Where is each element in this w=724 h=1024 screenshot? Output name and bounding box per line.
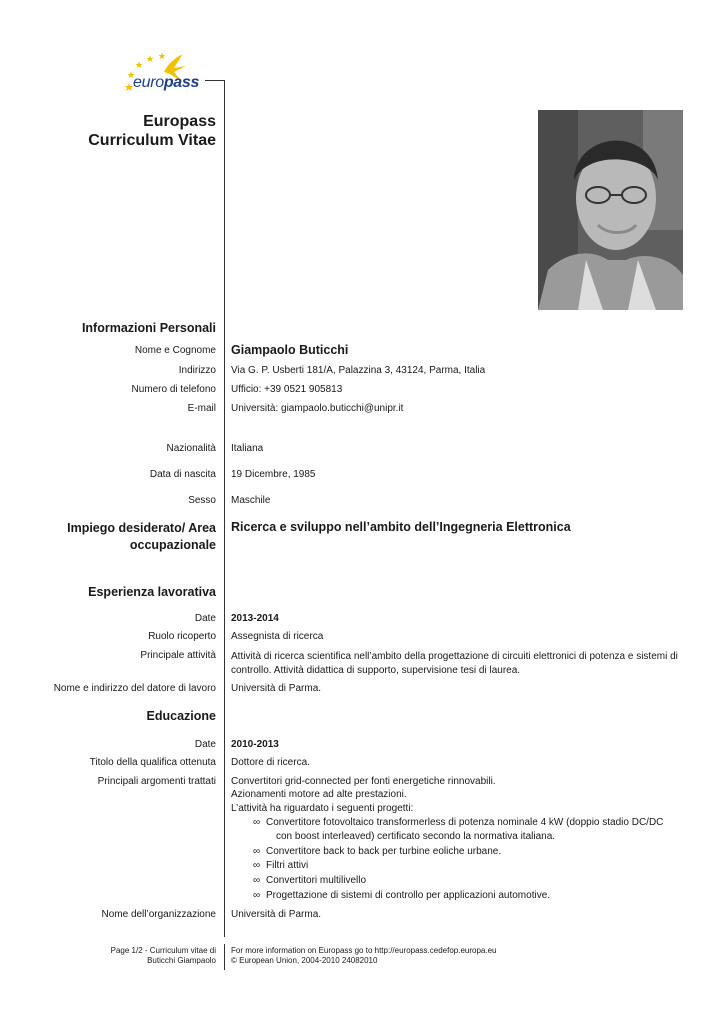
desired-job-value: Ricerca e sviluppo nell’ambito dell’Ingegneria Elettronica <box>231 520 571 534</box>
project-item <box>253 890 550 901</box>
work-date-label: Date <box>194 613 216 624</box>
footer-divider <box>224 944 225 970</box>
phone-value: Ufficio: +39 0521 905813 <box>231 384 343 395</box>
footer-europass-info <box>231 946 497 966</box>
infinity-bullet-icon: ∞ <box>253 846 261 857</box>
section-work-experience: Esperienza lavorativa <box>88 585 216 599</box>
project-item <box>253 846 501 857</box>
role-value: Assegnista di ricerca <box>231 631 324 642</box>
project-text: Progettazione di sistemi di controllo per applicazioni automotive. <box>266 890 551 901</box>
activity-value: Attività di ricerca scientifica nell’ambito della progettazione di circuiti elettronici di potenza e sistemi di controllo. Attività didattica di supporto, supervisione tesi di laurea. <box>231 651 678 676</box>
employer-value: Università di Parma. <box>231 683 322 694</box>
footer-link-text[interactable]: For more information on Europass go to http://europass.cedefop.europa.eu <box>231 946 497 955</box>
project-text: Convertitore back to back per turbine eoliche urbane. <box>266 846 502 857</box>
sex-label: Sesso <box>188 495 216 506</box>
role-label: Ruolo ricoperto <box>148 631 216 642</box>
qualification-label: Titolo della qualifica ottenuta <box>89 757 216 768</box>
infinity-bullet-icon: ∞ <box>253 860 261 871</box>
name-value: Giampaolo Buticchi <box>231 343 349 357</box>
section-education: Educazione <box>146 709 216 723</box>
work-date-value: 2013-2014 <box>231 613 279 624</box>
employer-label: Nome e indirizzo del datore di lavoro <box>53 683 216 694</box>
cv-title-line1: Europass <box>143 113 216 130</box>
footer-copyright: © European Union, 2004-2010 24082010 <box>231 956 378 965</box>
footer-page-info <box>111 946 216 966</box>
cv-title <box>88 112 216 150</box>
header-rule <box>205 80 225 81</box>
project-item <box>253 875 366 886</box>
project-item-continuation <box>276 831 555 842</box>
desired-job-label <box>67 520 216 554</box>
column-divider <box>224 80 225 937</box>
topics-line3: L’attività ha riguardato i seguenti progetti: <box>231 803 414 814</box>
name-label: Nome e Cognome <box>134 345 216 356</box>
sex-value: Maschile <box>231 495 271 506</box>
birthdate-value: 19 Dicembre, 1985 <box>231 469 316 480</box>
topics-line1: Convertitori grid-connected per fonti energetiche rinnovabili. <box>231 776 496 787</box>
desired-job-label-line1: Impiego desiderato/ Area <box>67 521 216 535</box>
footer-page-line1: Page 1/2 - Curriculum vitae di <box>110 946 216 955</box>
europass-logo-text: europass <box>133 74 200 91</box>
cv-title-line2: Curriculum Vitae <box>88 132 216 149</box>
address-value: Via G. P. Usberti 181/A, Palazzina 3, 43124, Parma, Italia <box>231 365 486 376</box>
birthdate-label: Data di nascita <box>149 469 216 480</box>
infinity-bullet-icon: ∞ <box>253 890 261 901</box>
activity-label: Principale attività <box>140 650 216 661</box>
footer-page-line2: Buticchi Giampaolo <box>147 956 216 965</box>
qualification-value: Dottore di ricerca. <box>231 757 310 768</box>
project-text: con boost interleaved) certificato secondo la normativa italiana. <box>276 831 556 842</box>
nationality-label: Nazionalità <box>166 443 216 454</box>
edu-date-value: 2010-2013 <box>231 739 279 750</box>
project-text: Convertitore fotovoltaico transformerless di potenza nominale 4 kW (doppio stadio DC/DC <box>266 817 664 828</box>
section-personal-info: Informazioni Personali <box>81 321 216 335</box>
edu-date-label: Date <box>194 739 216 750</box>
project-item <box>253 860 308 871</box>
project-text: Filtri attivi <box>266 860 309 871</box>
email-value[interactable]: Università: giampaolo.buticchi@unipr.it <box>231 403 404 414</box>
profile-photo <box>538 110 683 310</box>
project-text: Convertitori multilivello <box>266 875 367 886</box>
phone-label: Numero di telefono <box>131 384 216 395</box>
topics-label: Principali argomenti trattati <box>97 776 216 787</box>
project-item <box>253 817 663 828</box>
infinity-bullet-icon: ∞ <box>253 875 261 886</box>
email-label: E-mail <box>187 403 216 414</box>
organization-label: Nome dell’organizzazione <box>101 909 216 920</box>
organization-value: Università di Parma. <box>231 909 322 920</box>
address-label: Indirizzo <box>178 365 216 376</box>
desired-job-label-line2: occupazionale <box>129 538 216 552</box>
infinity-bullet-icon: ∞ <box>253 817 261 828</box>
topics-line2: Azionamenti motore ad alte prestazioni. <box>231 789 407 800</box>
nationality-value: Italiana <box>231 443 264 454</box>
